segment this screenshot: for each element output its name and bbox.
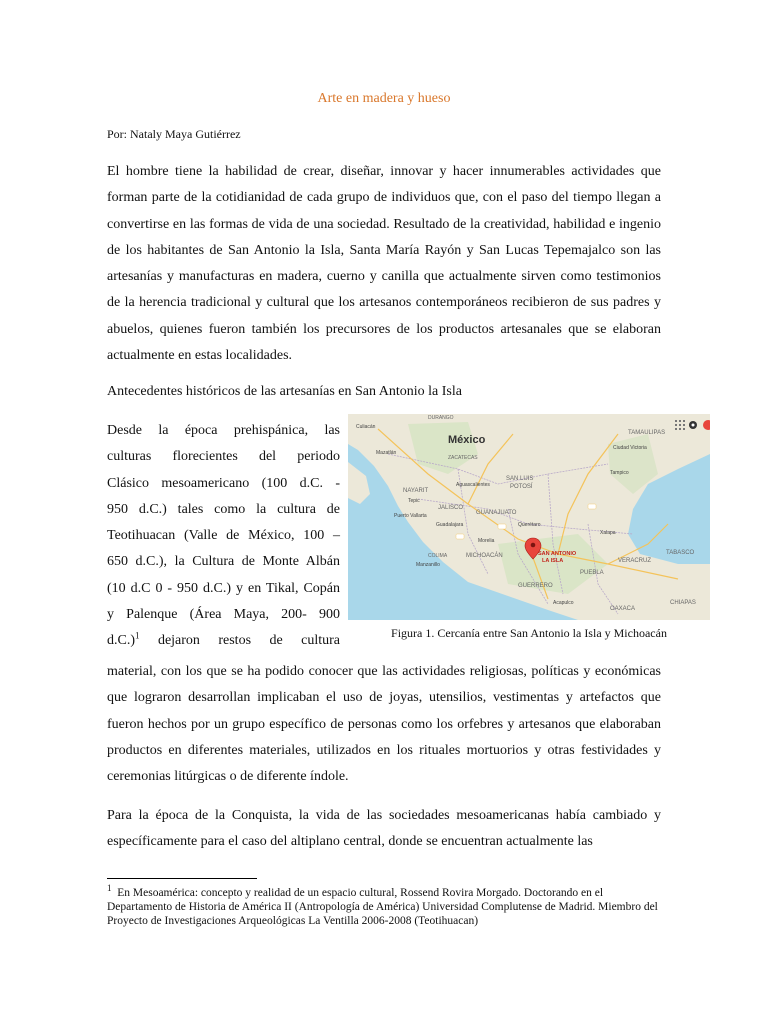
history-line: 950 d.C.) tales como la cultura de: [107, 501, 340, 517]
map-label-aguascalientes: Aguascalientes: [456, 482, 490, 488]
map-label-nayarit: NAYARIT: [403, 488, 429, 494]
map-label-country: México: [448, 434, 486, 446]
map-label-colima: COLIMA: [428, 553, 448, 559]
map-label-chiapas: CHIAPAS: [670, 600, 696, 606]
map-settings-icon[interactable]: [689, 421, 697, 429]
map-figure[interactable]: [348, 414, 710, 620]
map-label-durango: DURANGO: [428, 415, 454, 421]
history-line-end: dejaron restos de cultura: [139, 633, 340, 649]
map-label-puebla: PUEBLA: [580, 570, 604, 576]
author-line: Por: Nataly Maya Gutiérrez: [107, 127, 241, 141]
footnote-divider: [107, 878, 257, 879]
history-line: Teotihuacan (Valle de México, 100 –: [107, 528, 340, 544]
map-label-tepic: Tepic: [408, 498, 420, 504]
map-label-tabasco: TABASCO: [666, 550, 695, 556]
map-label-guanajuato: GUANAJUATO: [476, 510, 517, 516]
history-line: Desde la época prehispánica, las: [107, 423, 340, 438]
footnote-reference[interactable]: 1: [135, 630, 140, 641]
map-label-san-luis: SAN LUIS: [506, 476, 534, 482]
map-marker-label-line2: LA ISLA: [542, 558, 564, 564]
map-grid-icon[interactable]: [675, 420, 685, 430]
map-label-queretaro: Querétaro: [518, 522, 541, 528]
map-label-jalisco: JALISCO: [438, 505, 464, 511]
map-label-veracruz: VERACRUZ: [618, 558, 652, 564]
map-label-acapulco: Acapulco: [553, 600, 574, 606]
map-marker-label-line1: SAN ANTONIO: [538, 551, 577, 557]
history-line: Clásico mesoamericano (100 d.C. -: [107, 475, 340, 491]
history-line: culturas florecientes del periodo: [107, 449, 340, 465]
history-line: (10 d.C 0 - 950 d.C.) y en Tikal, Copán: [107, 580, 340, 596]
footnote-mark: 1: [107, 883, 112, 894]
map-label-morelia: Morelia: [478, 538, 495, 544]
intro-paragraph: El hombre tiene la habilidad de crear, diseñar, innovar y hacer innumerables actividades que forman parte de la cotidianidad de cada grupo de individuos que, con el paso del tiempo llegan a convertirse en las formas de vida de una sociedad. Resultado de la creatividad, habilidad e ingenio de los habitantes de San Antonio la Isla, Santa María Rayón y San Lucas Tepemajalco son las artesanías y manufacturas en madera, cuerno y canilla que actualmente sirven como testimonios de la herencia tradicional y cultural que los artesanos contemporáneos recibieron de sus padres y abuelos, quienes fueron también los precursores de los productos artesanales que se elaboran actualmente en estas localidades.: [107, 164, 661, 364]
map-label-guerrero: GUERRERO: [518, 583, 553, 589]
map-label-manzanillo: Manzanillo: [416, 562, 440, 568]
map-label-tamaulipas: TAMAULIPAS: [628, 430, 666, 436]
map-label-puerto-vallarta: Puerto Vallarta: [394, 513, 427, 519]
map-label-tampico: Tampico: [610, 470, 629, 476]
history-paragraph-column: [107, 418, 340, 655]
map-label-oaxaca: OAXACA: [610, 606, 636, 612]
map-label-ciudad-victoria: Ciudad Victoria: [613, 445, 647, 451]
map-label-culiacan: Culiacán: [356, 424, 376, 430]
conquest-paragraph: Para la época de la Conquista, la vida de las sociedades mesoamericanas había cambiado y específicamente para el caso del altiplano central, donde se encuentran actualmente las: [107, 808, 661, 850]
footnote: [107, 883, 667, 928]
map-label-michoacan: MICHOACÁN: [466, 553, 503, 559]
map-label-guadalajara: Guadalajara: [436, 522, 464, 528]
map-label-potosi: POTOSÍ: [510, 484, 533, 490]
map-label-xalapa: Xalapa: [600, 530, 616, 536]
history-line: 650 d.C.), la Cultura de Monte Albán: [107, 554, 340, 570]
history-paragraph-continued: material, con los que se ha podido conocer que las actividades religiosas, políticas y económicas que lograron desarrollan implicaban el uso de joyas, utensilios, vestimentas y artefactos que fueron hechos por un grupo específico de personas como los orfebres y artesanos que elaboraban productos en diferentes materiales, utilizados en los rituales mortuorios y otras festividades y ceremonias litúrgicas o de diferente índole.: [107, 664, 661, 785]
document-title: Arte en madera y hueso: [317, 91, 451, 106]
history-line: [107, 628, 340, 654]
section-heading: Antecedentes históricos de las artesanías en San Antonio la Isla: [107, 384, 462, 399]
figure-caption: Figura 1. Cercanía entre San Antonio la Isla y Michoacán: [391, 626, 667, 640]
map-label-zacatecas: ZACATECAS: [448, 455, 478, 461]
history-line-start: d.C.): [107, 633, 135, 649]
history-line: y Palenque (Área Maya, 200- 900: [107, 607, 340, 623]
footnote-text: En Mesoamérica: concepto y realidad de un espacio cultural, Rossend Rovira Morgado. Doctorando en el Departamento de Historia de América II (Antropología de América) Universidad Complutense de Madrid. Miembro del Proyecto de Investigaciones Arqueológicas La Ventilla 2006-2008 (Teotihuacan): [107, 887, 658, 927]
map-label-mazatlan: Mazatlán: [376, 450, 397, 456]
